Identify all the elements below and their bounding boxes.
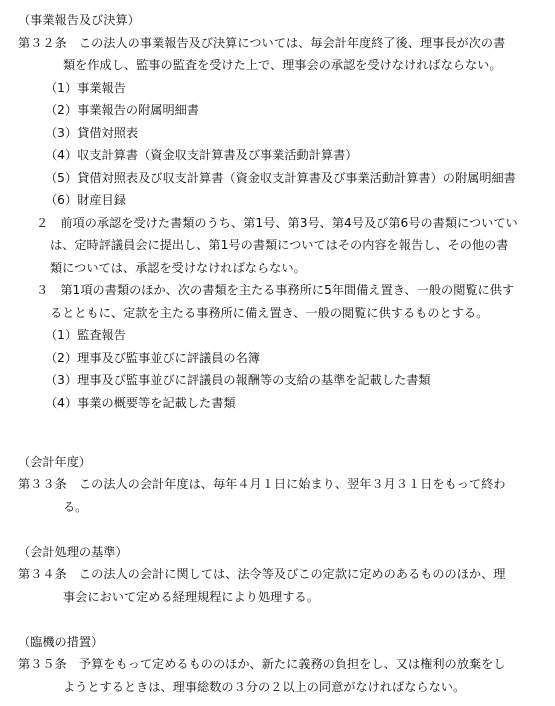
article-32-item-2: （2）事業報告の附属明細書	[45, 103, 200, 117]
article-32-paragraph-3-line-1: ３ 第1項の書類のほか、次の書類を主たる事務所に5年間備え置き、一般の閲覧に供す	[36, 283, 515, 297]
article-32-paragraph-2-line-1: ２ 前項の承認を受けた書類のうち、第1号、第3号、第4号及び第6号の書類についてい	[36, 215, 518, 230]
article-33-line-1: 第３３条 この法人の会計年度は、毎年４月１日に始まり、翌年３月３１日をもって終わ	[18, 477, 506, 491]
article-34-line-1: 第３４条 この法人の会計に関しては、法令等及びこの定款に定めのあるもののほか、理	[18, 567, 506, 581]
article-32-paragraph-3-line-2: るとともに、定款を主たる事務所に備え置き、一般の閲覧に供するものとする。	[50, 305, 489, 320]
article-32-line-2: 類を作成し、監事の監査を受けた上で、理事会の承認を受けなければならない。	[63, 58, 502, 72]
article-32-p3-item-2: （2）理事及び監事並びに評議員の名簿	[45, 350, 260, 365]
section-spacer	[0, 608, 555, 631]
article-32-item-4: （4）収支計算書（資金収支計算書及び事業活動計算書）	[45, 148, 358, 162]
section-spacer	[0, 414, 555, 437]
article-32-line-1: 第３２条 この法人の事業報告及び決算については、毎会計年度終了後、理事長が次の書	[18, 35, 506, 50]
article-32-heading: （事業報告及び決算）	[18, 13, 140, 27]
article-34-line-2: 事会において定める経理規程により処理する。	[63, 589, 319, 604]
article-33-heading: （会計年度）	[18, 454, 92, 469]
article-32-item-1: （1）事業報告	[45, 80, 126, 95]
article-35-heading: （臨機の措置）	[18, 634, 104, 649]
article-35-line-2: ようとするときは、理事総数の３分の２以上の同意がなければならない。	[63, 679, 466, 694]
article-35-line-1: 第３５条 予算をもって定めるもののほか、新たに義務の負担をし、又は権利の放棄をし	[18, 657, 506, 671]
article-32-item-5: （5）貸借対照表及び収支計算書（資金収支計算書及び事業活動計算書）の附属明細書	[45, 170, 516, 185]
section-spacer	[0, 437, 555, 451]
article-32-p3-item-3: （3）理事及び監事並びに評議員の報酬等の支給の基準を記載した書類	[45, 373, 431, 387]
article-32-p3-item-1: （1）監査報告	[45, 328, 126, 342]
article-32-paragraph-2-line-2: は、定時評議員会に提出し、第1号の書類についてはその内容を報告し、その他の書	[50, 238, 509, 252]
article-32-paragraph-2-line-3: 類については、承認を受けなければならない。	[50, 260, 306, 275]
article-34-heading: （会計処理の基準）	[18, 544, 128, 559]
article-32-p3-item-4: （4）事業の概要等を記載した書類	[45, 395, 236, 410]
article-32-item-6: （6）財産目録	[45, 193, 126, 207]
section-spacer	[0, 518, 555, 541]
document-body	[0, 9, 555, 698]
article-33-line-2: る。	[63, 499, 88, 514]
article-32-item-3: （3）貸借対照表	[45, 125, 139, 140]
